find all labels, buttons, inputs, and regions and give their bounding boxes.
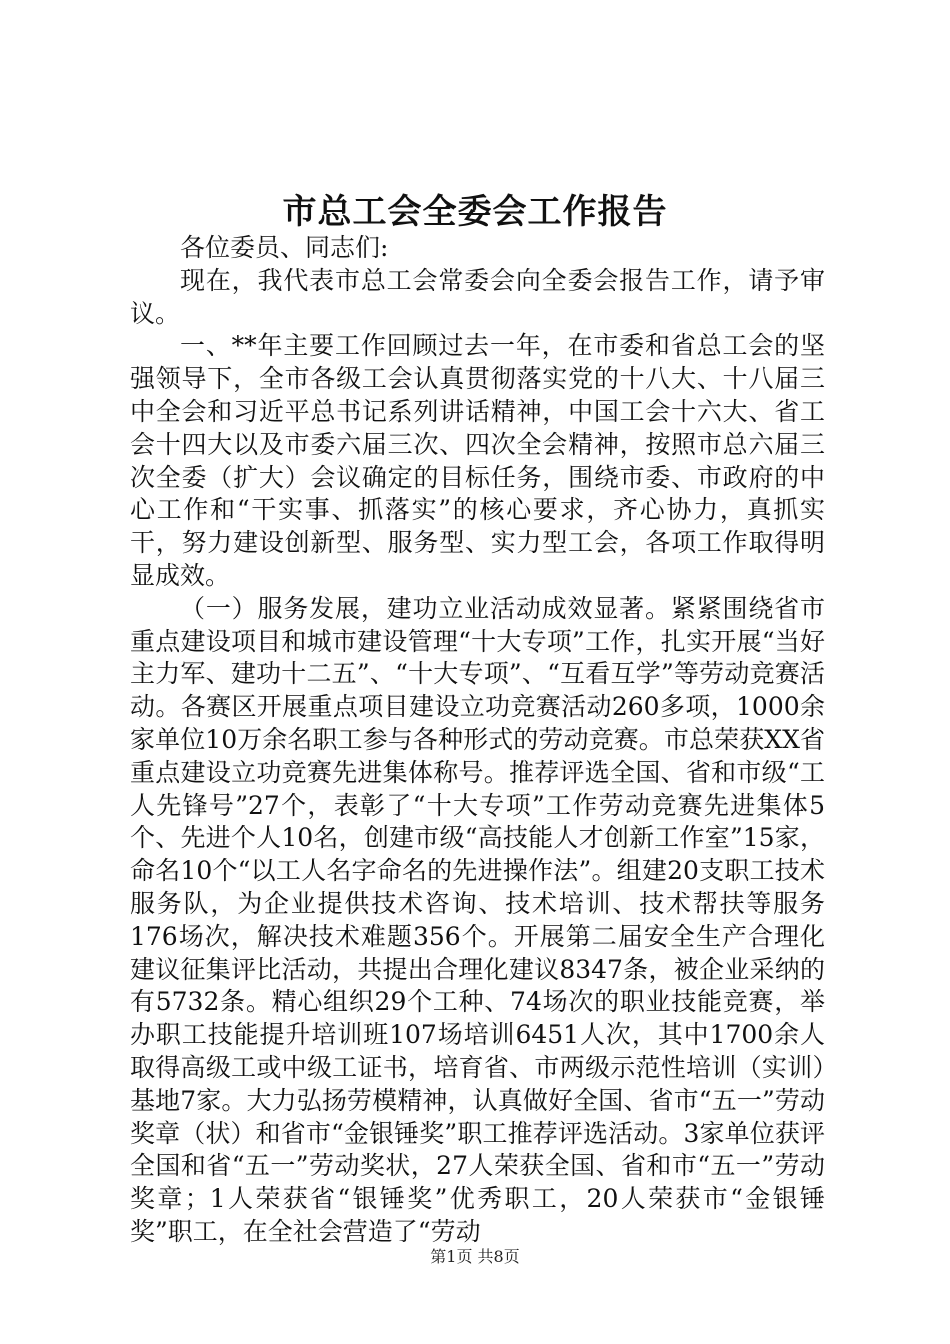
salutation-paragraph: 各位委员、同志们: <box>180 233 389 262</box>
intro-paragraph: 现在，我代表市总工会常委会向全委会报告工作，请予审议。 <box>130 265 825 328</box>
document-body <box>130 232 825 1249</box>
document-title: 市总工会全委会工作报告 <box>282 192 668 232</box>
section-one-paragraph: （一）服务发展，建功立业活动成效显著。紧紧围绕省市重点建设项目和城市建设管理“十大专项”工作，扎实开展“当好主力军、建功十二五”、“十大专项”、“互看互学”等劳动竞赛活动。各赛区开展重点项目建设立功竞赛活动260多项，1000余家单位10万余名职工参与各种形式的劳动竞赛。市总荣获XX省重点建设立功竞赛先进集体称号。推荐评选全国、省和市级“工人先锋号”27个，表彰了“十大专项”工作劳动竞赛先进集体5个、先进个人10名，创建市级“高技能人才创新工作室”15家，命名10个“以工人名字命名的先进操作法”。组建20支职工技术服务队，为企业提供技术咨询、技术培训、技术帮扶等服务176场次，解决技术难题356个。开展第二届安全生产合理化建议征集评比活动，共提出合理化建议8347条，被企业采纳的有5732条。精心组织29个工种、74场次的职业技能竞赛，举办职工技能提升培训班107场培训6451人次，其中1700余人取得高级工或中级工证书，培育省、市两级示范性培训（实训）基地7家。大力弘扬劳模精神，认真做好全国、省市“五一”劳动奖章（状）和省市“金银锤奖”职工推荐评选活动。3家单位获评全国和省“五一”劳动奖状，27人荣获全国、省和市“五一”劳动奖章；1人荣获省“银锤奖”优秀职工，20人荣获市“金银锤奖”职工，在全社会营造了“劳动 <box>130 593 825 1246</box>
review-paragraph: 一、**年主要工作回顾过去一年，在市委和省总工会的坚强领导下，全市各级工会认真贯彻落实党的十八大、十八届三中全会和习近平总书记系列讲话精神，中国工会十六大、省工会十四大以及市委六届三次、四次全会精神，按照市总六届三次全委（扩大）会议确定的目标任务，围绕市委、市政府的中心工作和“干实事、抓落实”的核心要求，齐心协力，真抓实干，努力建设创新型、服务型、实力型工会，各项工作取得明显成效。 <box>130 331 825 590</box>
page-number-footer: 第1页 共8页 <box>430 1247 520 1266</box>
